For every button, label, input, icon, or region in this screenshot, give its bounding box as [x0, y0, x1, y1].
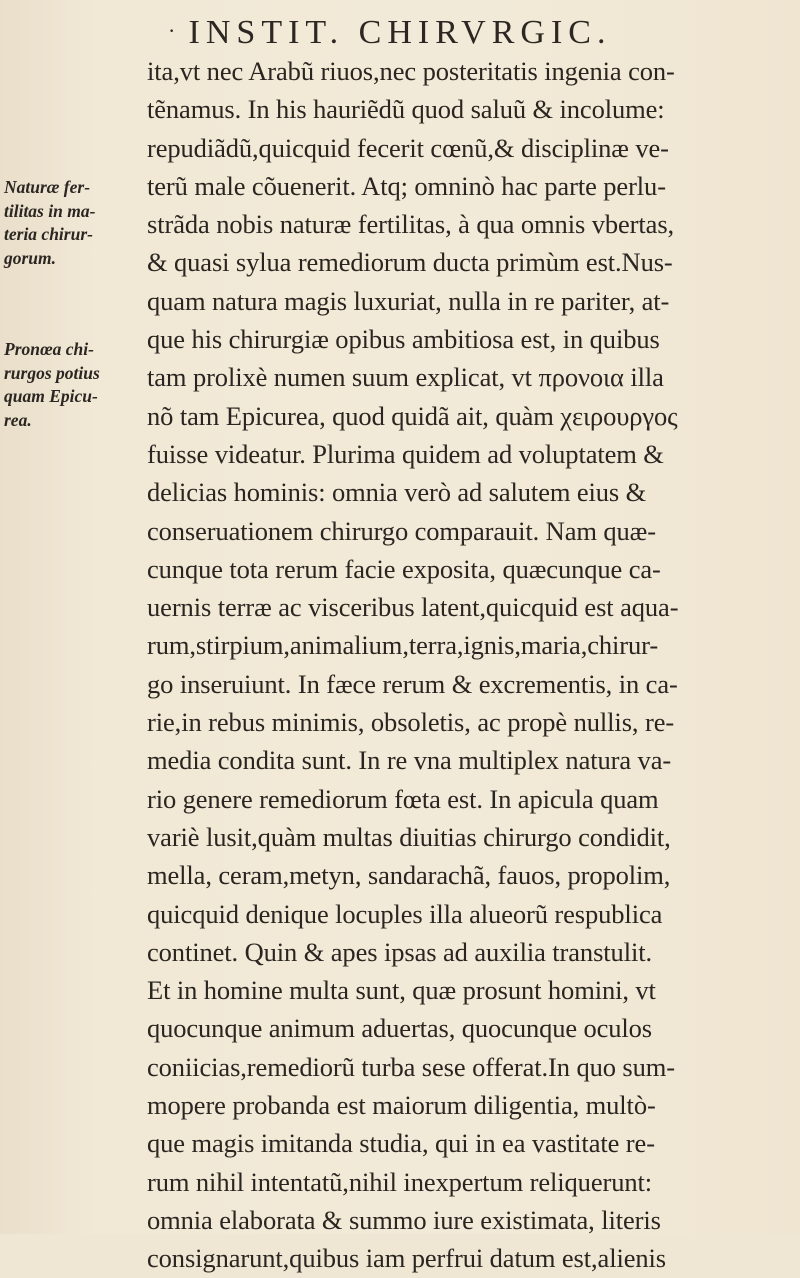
- text-line: omnia elaborata & summo iure existimata, literis: [147, 1204, 661, 1235]
- text-line: nõ tam Epicurea, quod quidã ait, quàm χειρουργος: [147, 400, 678, 431]
- text-line: mella, ceram,metyn, sandarachã, fauos, propolim,: [147, 860, 671, 891]
- text-line: & quasi sylua remediorum ducta primùm est.Nus-: [147, 247, 673, 278]
- text-line: Et in homine multa sunt, quæ prosunt homini, vt: [147, 975, 656, 1006]
- running-head-title: INSTIT. CHIRVRGIC.: [188, 14, 612, 51]
- margin-note-line: quam Epicu-: [4, 386, 98, 406]
- margin-note-line: rurgos potius: [4, 362, 100, 383]
- running-head: [0, 14, 800, 52]
- text-line: rum nihil intentatũ,nihil inexpertum reliquerunt:: [147, 1166, 653, 1197]
- text-line: consignarunt,quibus iam perfrui datum est,alienis: [147, 1243, 666, 1274]
- text-line: fuisse videatur. Plurima quidem ad voluptatem &: [147, 438, 664, 469]
- margin-note-line: tilitas in ma-: [4, 200, 96, 221]
- text-line: quocunque animum aduertas, quocunque oculos: [147, 1013, 652, 1044]
- text-line: go inseruiunt. In fæce rerum & excrementis, in ca-: [147, 668, 678, 699]
- text-line: rie,in rebus minimis, obsoletis, ac propè nullis, re-: [147, 707, 675, 738]
- text-line: delicias hominis: omnia verò ad salutem eius &: [147, 477, 647, 508]
- running-head-mark: ·: [168, 18, 182, 43]
- text-line: conseruationem chirurgo comparauit. Nam quæ-: [147, 515, 656, 546]
- text-line: rio genere remediorum fœta est. In apicula quam: [147, 783, 659, 814]
- text-line: repudiãdũ,quicquid fecerit cœnũ,& disciplinæ ve-: [147, 132, 669, 163]
- margin-note-line: Naturæ fer-: [4, 177, 91, 197]
- body-text: [147, 52, 797, 1278]
- text-line: tam prolixè numen suum explicat, vt προνοια illa: [147, 362, 664, 393]
- text-line: quam natura magis luxuriat, nulla in re pariter, at-: [147, 285, 670, 316]
- margin-note-line: gorum.: [4, 247, 57, 268]
- text-line: coniicias,remediorũ turba sese offerat.In quo sum-: [147, 1051, 676, 1082]
- text-line: rum,stirpium,animalium,terra,ignis,maria,chirur-: [147, 630, 659, 661]
- margin-note-naturae: [4, 176, 144, 270]
- text-line: tẽnamus. In his hauriẽdũ quod saluũ & incolume:: [147, 94, 665, 125]
- text-line: que his chirurgiæ opibus ambitiosa est, in quibus: [147, 324, 660, 355]
- text-line: mopere probanda est maiorum diligentia, multò-: [147, 1090, 656, 1121]
- margin-note-line: teria chirur-: [4, 224, 93, 244]
- text-line: continet. Quin & apes ipsas ad auxilia transtulit.: [147, 936, 653, 967]
- text-line: variè lusit,quàm multas diuitias chirurgo condidit,: [147, 821, 671, 852]
- text-line: ita,vt nec Arabũ riuos,nec posteritatis ingenia con-: [147, 56, 675, 86]
- margin-note-pronoea: [4, 338, 144, 432]
- text-line: que magis imitanda studia, qui in ea vastitate re-: [147, 1128, 655, 1159]
- text-line: media condita sunt. In re vna multiplex natura va-: [147, 745, 672, 776]
- margin-note-line: rea.: [4, 409, 32, 430]
- text-line: quicquid denique locuples illa alueorũ respublica: [147, 898, 663, 929]
- text-line: cunque tota rerum facie exposita, quæcunque ca-: [147, 553, 661, 584]
- text-line: strãda nobis naturæ fertilitas, à qua omnis vbertas,: [147, 209, 675, 240]
- text-line: terũ male cõuenerit. Atq; omninò hac parte perlu-: [147, 170, 666, 201]
- margin-note-line: Pronœa chi-: [4, 339, 94, 359]
- text-line: uernis terræ ac visceribus latent,quicquid est aqua-: [147, 592, 679, 623]
